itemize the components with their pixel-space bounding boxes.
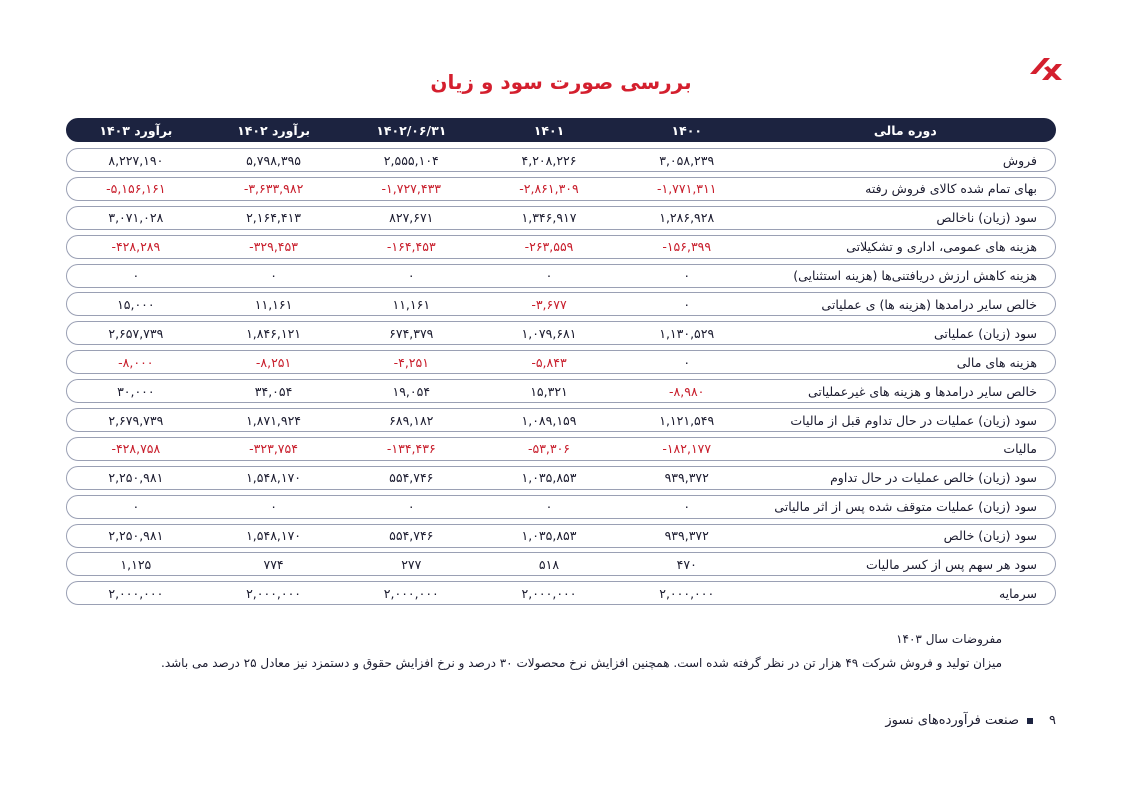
table-row: [66, 148, 1056, 172]
row-value: ۰: [270, 268, 277, 284]
row-value: -۱,۷۷۱,۳۱۱: [656, 181, 717, 197]
row-label: مالیات: [1003, 441, 1037, 457]
row-value: ۴,۲۰۸,۲۲۶: [521, 152, 577, 168]
row-value: ۲,۲۵۰,۹۸۱: [108, 528, 164, 544]
row-label: هزینه کاهش ارزش دریافتنی‌ها (هزینه استثنایی): [793, 268, 1037, 284]
row-value: -۲,۸۶۱,۳۰۹: [519, 181, 579, 197]
row-value: ۱,۱۲۱,۵۴۹: [659, 412, 715, 428]
footer-section-name: صنعت فرآورده‌های نسوز: [885, 713, 1020, 728]
row-value: ۰: [270, 499, 277, 515]
income-statement-table: [66, 118, 1056, 610]
row-value: -۱۵۶,۳۹۹: [662, 239, 712, 255]
row-value: -۳۲۹,۴۵۳: [249, 239, 298, 255]
row-value: ۰: [132, 499, 140, 515]
row-value: ۳۰,۰۰۰: [117, 383, 155, 399]
row-value: -۴۲۸,۷۵۸: [111, 441, 161, 457]
table-row: [66, 235, 1056, 259]
row-value: ۳,۰۵۸,۲۳۹: [659, 152, 715, 168]
row-value: -۵۳,۳۰۶: [527, 441, 571, 457]
row-value: ۲,۲۵۰,۹۸۱: [108, 470, 164, 486]
table-row: [66, 581, 1056, 605]
table-row: [66, 292, 1056, 316]
row-value: -۸,۲۵۱: [255, 354, 292, 370]
row-value: ۰: [407, 499, 415, 515]
row-label: سود (زیان) ناخالص: [936, 210, 1037, 226]
row-value: ۲,۵۵۵,۱۰۴: [383, 152, 439, 168]
table-header-row: [66, 118, 1056, 142]
table-row: [66, 437, 1056, 461]
row-value: ۱,۳۴۶,۹۱۷: [521, 210, 577, 226]
row-label: بهای تمام شده کالای فروش رفته: [865, 181, 1037, 197]
row-value: -۸,۹۸۰: [669, 383, 705, 399]
row-value: ۲,۰۰۰,۰۰۰: [108, 585, 164, 601]
table-row: [66, 206, 1056, 230]
row-label: هزینه های مالی: [956, 354, 1037, 370]
table-row: [66, 264, 1056, 288]
page-title: بررسی صورت سود و زیان: [430, 70, 692, 94]
header-period: دوره مالی: [873, 122, 937, 138]
row-value: ۱,۲۸۶,۹۲۸: [659, 210, 715, 226]
row-label: خالص سایر درامدها (هزینه ها) ی عملیاتی: [821, 296, 1037, 312]
table-row: [66, 350, 1056, 374]
assumptions-notes: [120, 630, 1002, 672]
table-row: [66, 524, 1056, 548]
row-value: ۰: [545, 499, 553, 515]
row-value: ۱,۵۴۸,۱۷۰: [246, 470, 302, 486]
row-value: ۱,۱۳۰,۵۲۹: [659, 325, 715, 341]
table-row: [66, 495, 1056, 519]
header-1403-estimate: ۱۴۰۳ برآورد: [99, 122, 173, 138]
assumptions-heading: مفروضات سال ۱۴۰۳: [896, 632, 1002, 646]
page-number: ۹: [1049, 713, 1056, 728]
row-value: ۳,۰۷۱,۰۲۸: [108, 210, 164, 226]
row-value: ۵,۷۹۸,۳۹۵: [246, 152, 302, 168]
header-1402-estimate: ۱۴۰۲ برآورد: [237, 122, 311, 138]
row-value: -۵,۱۵۶,۱۶۱: [106, 181, 166, 197]
row-label: سود (زیان) عملیات متوقف شده پس از اثر مالیاتی: [774, 499, 1037, 515]
row-value: ۰: [132, 268, 140, 284]
row-value: ۸۲۷,۶۷۱: [389, 210, 434, 226]
row-value: -۵,۸۴۳: [531, 354, 567, 370]
row-value: ۹۳۹,۳۷۲: [664, 528, 709, 544]
page-footer: [0, 713, 1056, 728]
row-value: ۱,۱۲۵: [120, 556, 152, 572]
row-value: ۱,۰۷۹,۶۸۱: [521, 325, 577, 341]
row-label: سود (زیان) خالص عملیات در حال تداوم: [830, 470, 1037, 486]
row-value: ۰: [683, 296, 691, 312]
row-value: ۰: [683, 268, 691, 284]
row-value: -۲۶۳,۵۵۹: [524, 239, 574, 255]
row-label: خالص سایر درامدها و هزینه های غیرعملیاتی: [807, 383, 1037, 399]
table-row: [66, 177, 1056, 201]
row-value: ۱۵,۳۲۱: [530, 383, 568, 399]
row-value: ۶۷۴,۳۷۹: [389, 325, 434, 341]
row-value: ۱,۰۳۵,۸۵۳: [521, 528, 577, 544]
row-value: ۲,۰۰۰,۰۰۰: [383, 585, 439, 601]
row-label: هزینه های عمومی، اداری و تشکیلاتی: [846, 239, 1037, 255]
row-value: -۱,۷۲۷,۴۳۳: [381, 181, 442, 197]
row-value: -۱۸۲,۱۷۷: [662, 441, 712, 457]
table-row: [66, 408, 1056, 432]
row-value: ۱,۵۴۸,۱۷۰: [246, 528, 302, 544]
row-value: ۳۴,۰۵۴: [254, 383, 293, 399]
table-row: [66, 552, 1056, 576]
row-value: ۰: [407, 268, 415, 284]
row-value: ۹۳۹,۳۷۲: [664, 470, 709, 486]
row-value: ۲,۰۰۰,۰۰۰: [521, 585, 577, 601]
row-value: ۲,۶۵۷,۷۳۹: [108, 325, 164, 341]
row-value: ۱,۸۴۶,۱۲۱: [246, 325, 302, 341]
row-value: -۳,۶۳۳,۹۸۲: [243, 181, 304, 197]
row-label: فروش: [1002, 152, 1037, 168]
header-1400: ۱۴۰۰: [671, 122, 703, 138]
row-label: سود (زیان) خالص: [943, 528, 1037, 544]
row-value: -۴۲۸,۲۸۹: [111, 239, 161, 255]
row-label: سود (زیان) عملیات در حال تداوم قبل از مالیات: [790, 412, 1037, 428]
row-value: ۱۹,۰۵۴: [392, 383, 431, 399]
row-value: ۲,۶۷۹,۷۳۹: [108, 412, 164, 428]
row-value: -۳,۶۷۷: [531, 296, 567, 312]
row-value: ۱۵,۰۰۰: [117, 296, 155, 312]
row-value: ۸,۲۲۷,۱۹۰: [108, 152, 164, 168]
row-value: -۴,۲۵۱: [393, 354, 429, 370]
row-value: ۴۷۰: [676, 556, 697, 572]
row-value: ۵۵۴,۷۴۶: [389, 470, 434, 486]
header-1401: ۱۴۰۱: [533, 122, 565, 138]
bullet-square-icon: [1027, 718, 1033, 724]
row-value: -۱۶۴,۴۵۳: [386, 239, 436, 255]
row-value: -۱۳۴,۴۳۶: [386, 441, 436, 457]
row-label: سود هر سهم پس از کسر مالیات: [866, 556, 1037, 572]
row-label: سود (زیان) عملیاتی: [933, 325, 1037, 341]
row-label: سرمایه: [998, 585, 1037, 601]
row-value: ۷۷۴: [263, 556, 284, 572]
header-1402-06-31: ۱۴۰۲/۰۶/۳۱: [376, 122, 447, 138]
row-value: ۱,۰۸۹,۱۵۹: [521, 412, 577, 428]
row-value: ۵۵۴,۷۴۶: [389, 528, 434, 544]
table-row: [66, 466, 1056, 490]
row-value: ۵۱۸: [538, 556, 560, 572]
row-value: ۲,۱۶۴,۴۱۳: [246, 210, 302, 226]
row-value: ۲۷۷: [401, 556, 422, 572]
row-value: ۰: [545, 268, 553, 284]
table-row: [66, 379, 1056, 403]
row-value: ۰: [683, 499, 691, 515]
row-value: -۳۲۳,۷۵۴: [249, 441, 298, 457]
row-value: ۲,۰۰۰,۰۰۰: [659, 585, 715, 601]
row-value: ۱,۸۷۱,۹۲۴: [246, 412, 302, 428]
row-value: ۶۸۹,۱۸۲: [389, 412, 434, 428]
row-value: ۱,۰۳۵,۸۵۳: [521, 470, 577, 486]
row-value: ۰: [683, 354, 691, 370]
row-value: ۱۱,۱۶۱: [392, 296, 431, 312]
table-row: [66, 321, 1056, 345]
row-value: ۱۱,۱۶۱: [254, 296, 293, 312]
row-value: -۸,۰۰۰: [118, 354, 154, 370]
row-value: ۲,۰۰۰,۰۰۰: [246, 585, 302, 601]
assumptions-body: میزان تولید و فروش شرکت ۴۹ هزار تن در نظر گرفته شده است. همچنین افزایش نرخ محصولات ۳۰ درصد و نرخ افزایش حقوق و دستمزد نیز معادل ۲۵ درصد می باشد.: [161, 656, 1002, 670]
